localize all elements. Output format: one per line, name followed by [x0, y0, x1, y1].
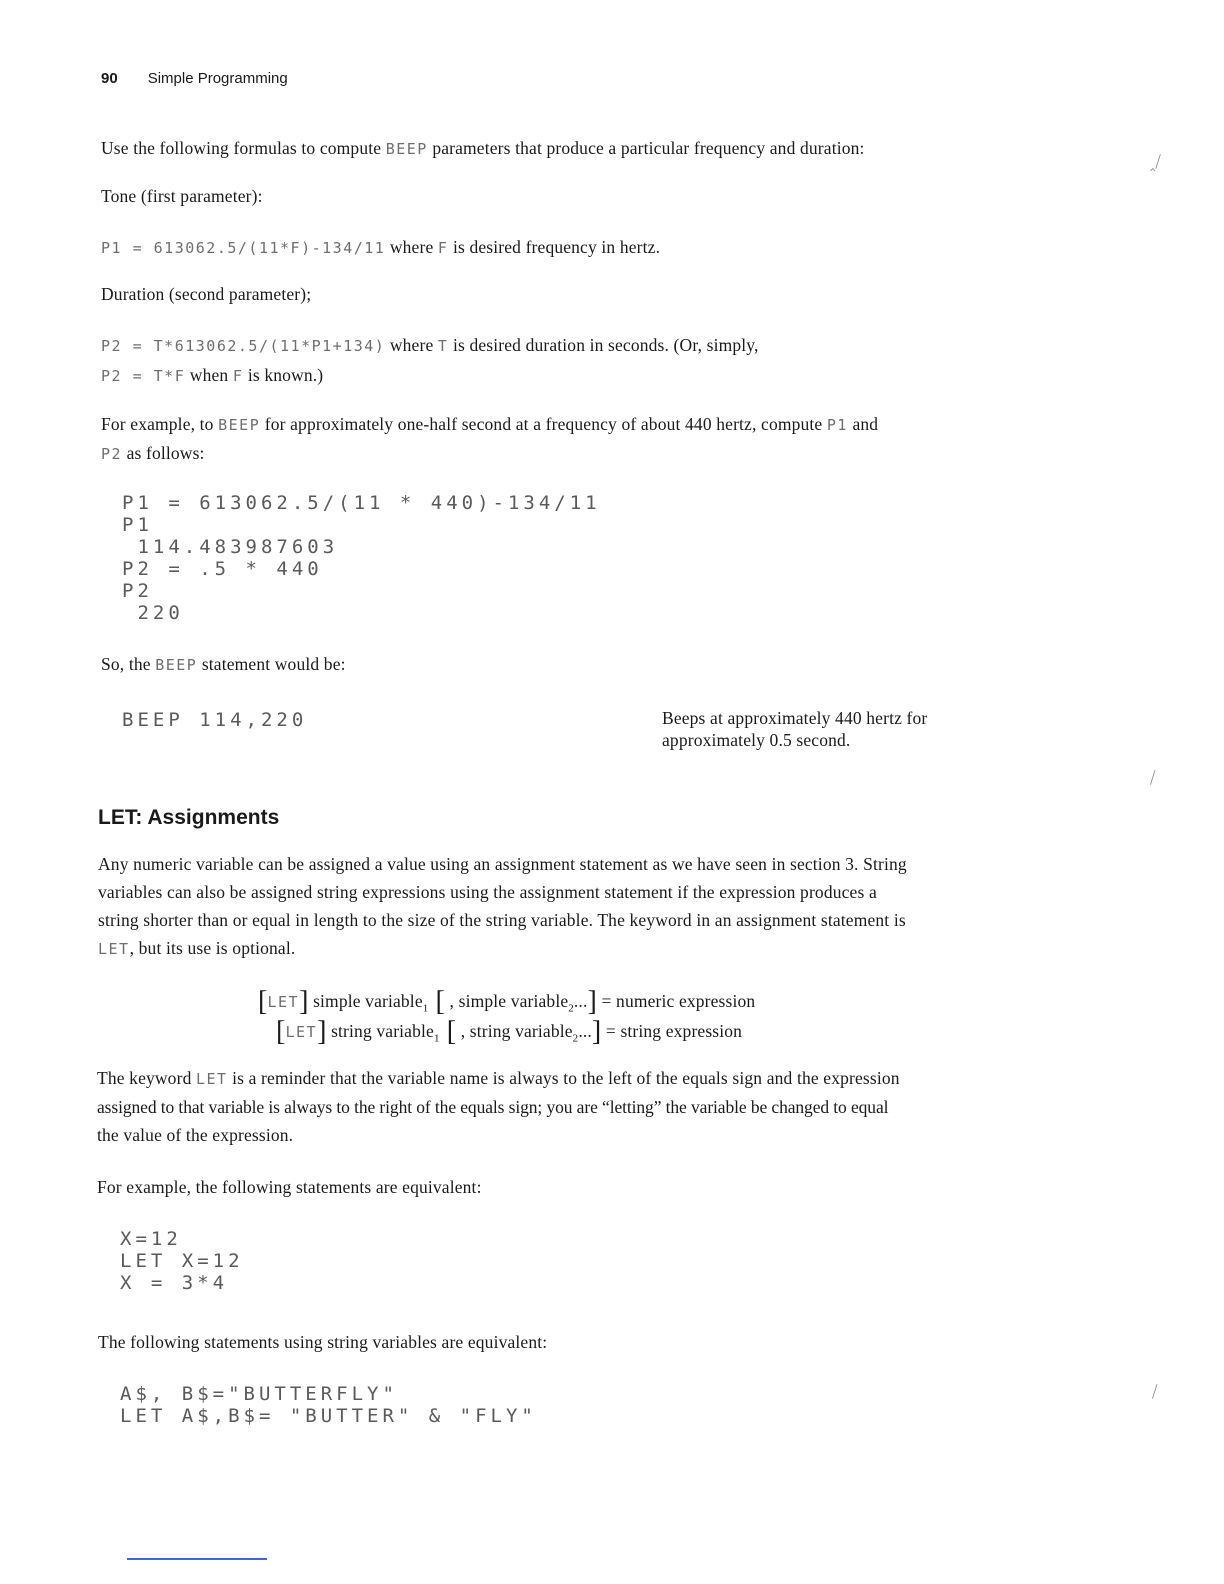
- let-code-block: [120, 1228, 244, 1294]
- beep-example-para: For example, to BEEP for approximately one-half second at a frequency of about 440 hertz, compute P1 and P2 as follows:: [101, 414, 879, 463]
- tone-label: Tone (first parameter):: [101, 186, 263, 206]
- margin-mark: ⧸: [1150, 768, 1156, 787]
- let-keyword: LET: [98, 940, 130, 958]
- beep-code-block: [122, 492, 601, 624]
- section-title: Simple Programming: [147, 70, 288, 87]
- code-line: P2: [122, 580, 153, 602]
- string-code-block: [120, 1383, 537, 1427]
- syntax-string: [LET] string variable$_1$ [ , string variable$_2$...] = string expression: [276, 1016, 743, 1047]
- duration-label: Duration (second parameter);: [101, 284, 312, 304]
- code-line: P1: [122, 514, 153, 536]
- syntax-numeric: [LET] simple variable$_1$ [ , simple variable$_2$...] = numeric expression: [258, 986, 756, 1017]
- let-example-2: The following statements using string variables are equivalent:: [98, 1332, 548, 1352]
- duration-formula-line: P2 = T*613062.5/(11*P1+134) where T is desired duration in seconds. (Or, simply,: [101, 335, 759, 355]
- code-line: X=12: [120, 1228, 182, 1250]
- beep-note: Beeps at approximately 440 hertz for approximately 0.5 second.: [662, 708, 928, 750]
- let-para-1: Any numeric variable can be assigned a value using an assignment statement as we have seen in section 3. String variables can also be assigned string expressions using the assignment statement if the expression produces a string shorter than or equal in length to the size of the string variable. The keyword in an assignment statement is LET, but its use is optional.: [98, 854, 907, 958]
- beep-keyword: BEEP: [385, 140, 428, 158]
- tone-formula-line: P1 = 613062.5/(11*F)-134/11 where F is desired frequency in hertz.: [101, 237, 661, 257]
- tone-formula: P1 = 613062.5/(11*F)-134/11: [101, 239, 386, 257]
- margin-mark: ‸⧸: [1150, 152, 1161, 171]
- footnote-rule: [127, 1558, 267, 1560]
- code-line: X = 3*4: [120, 1272, 229, 1294]
- so-statement-para: So, the BEEP statement would be:: [101, 654, 346, 674]
- running-header: [101, 70, 288, 88]
- code-line: A$, B$="BUTTERFLY": [120, 1383, 398, 1405]
- code-line: P2 = .5 * 440: [122, 558, 323, 580]
- duration-formula: P2 = T*613062.5/(11*P1+134): [101, 337, 386, 355]
- code-line: 114.483987603: [122, 536, 339, 558]
- duration-simple-formula: P2 = T*F: [101, 367, 186, 385]
- code-line: 220: [122, 602, 184, 624]
- margin-mark: ⧸: [1152, 1382, 1158, 1401]
- code-line: LET X=12: [120, 1250, 244, 1272]
- beep-statement: BEEP 114,220: [122, 709, 308, 731]
- duration-simple-line: P2 = T*F when F is known.): [101, 365, 324, 385]
- page-number: 90: [101, 70, 118, 87]
- beep-intro: Use the following formulas to compute BEEP parameters that produce a particular frequency and duration:: [101, 138, 865, 158]
- let-heading: LET: Assignments: [98, 806, 280, 829]
- code-line: P1 = 613062.5/(11 * 440)-134/11: [122, 492, 601, 514]
- code-line: LET A$,B$= "BUTTER" & "FLY": [120, 1405, 537, 1427]
- let-para-2: The keyword LET is a reminder that the variable name is always to the left of the equals sign and the expression assigned to that variable is always to the right of the equals sign; you are “letting” the variable be changed to equal the value of the expression.: [97, 1068, 900, 1145]
- let-example-1: For example, the following statements are equivalent:: [97, 1177, 482, 1197]
